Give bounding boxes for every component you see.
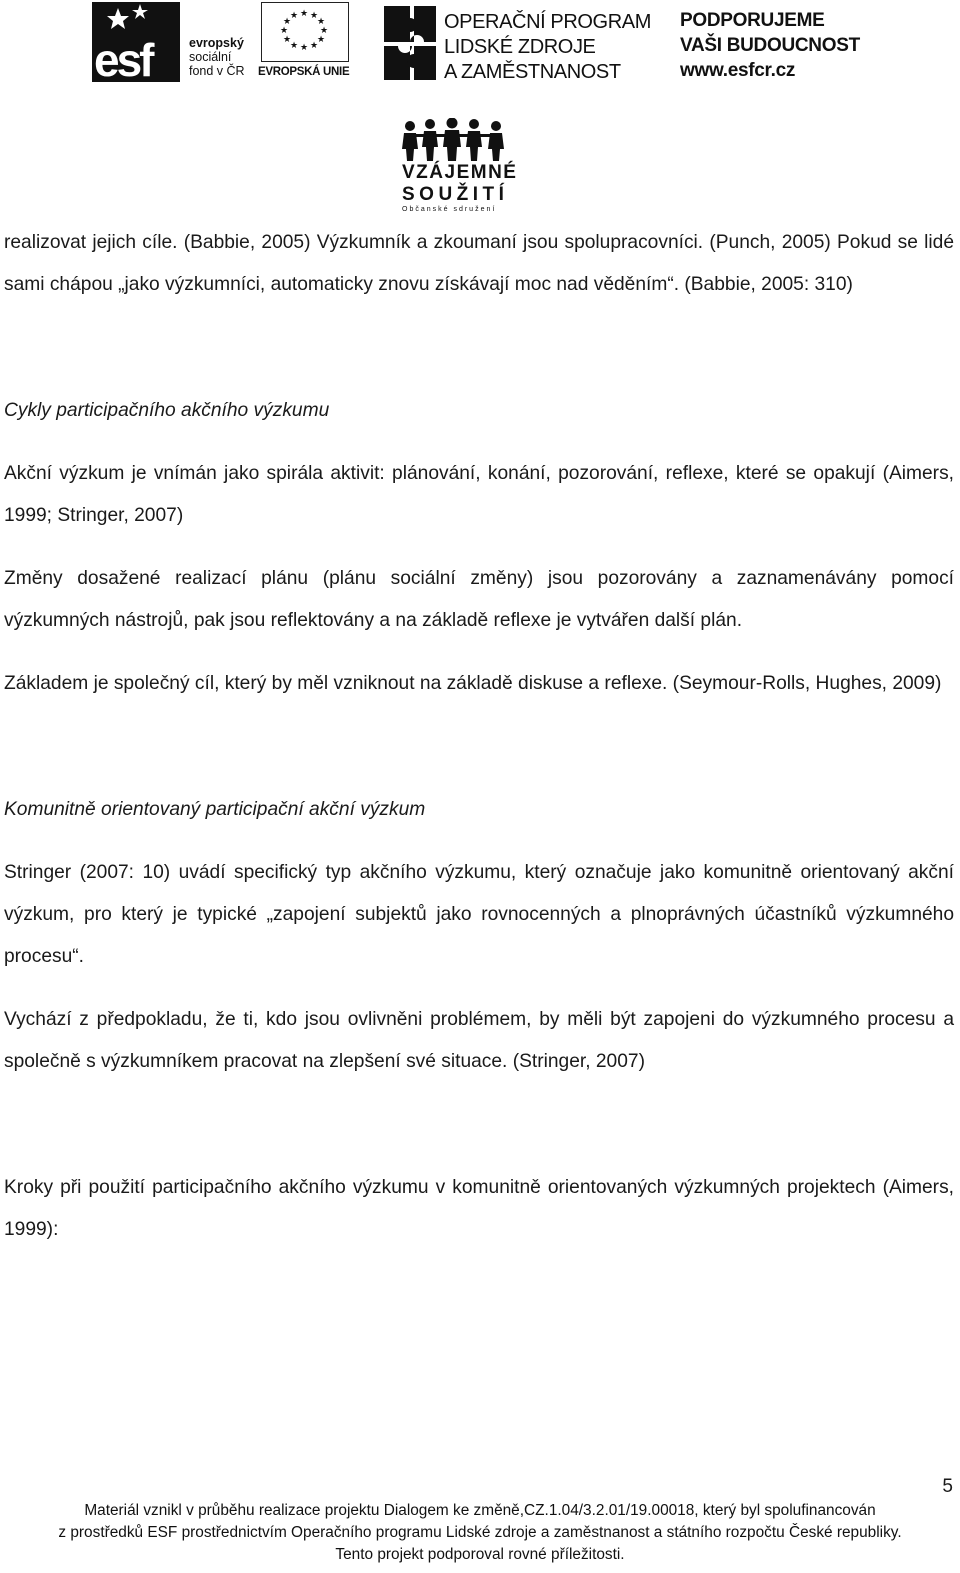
esf-line1: evropský bbox=[189, 36, 244, 50]
spacer bbox=[4, 1083, 954, 1167]
puzzle-icon bbox=[380, 2, 440, 82]
svg-text:★: ★ bbox=[282, 35, 292, 45]
svg-text:★: ★ bbox=[299, 43, 309, 53]
heading-community: Komunitně orientovaný participační akční výzkum bbox=[4, 799, 426, 820]
heading-cycles: Cykly participačního akčního výzkumu bbox=[4, 400, 330, 421]
op-line2: LIDSKÉ ZDROJE bbox=[444, 36, 596, 58]
op-line3: A ZAMĚSTNANOST bbox=[444, 61, 621, 83]
footer bbox=[0, 1500, 960, 1566]
spacer bbox=[4, 705, 954, 789]
eu-logo bbox=[258, 2, 353, 82]
paragraph-5: Stringer (2007: 10) uvádí specifický typ akčního výzkumu, který označuje jako komunitně orientovaný akční výzkum, pro který je typické „zapojení subjektů jako rovnocenných a plnoprávných účastníků výzkumného procesu“. bbox=[4, 862, 954, 967]
op-logo bbox=[380, 2, 670, 82]
footer-line1: Materiál vznikl v průběhu realizace projektu Dialogem ke změně,CZ.1.04/3.2.01/19.00018, který byl spolufinancován bbox=[84, 1502, 876, 1519]
org-name-line1: VZÁJEMNÉ bbox=[402, 162, 518, 183]
esf-logo bbox=[92, 2, 252, 82]
spacer bbox=[4, 978, 954, 999]
svg-text:★: ★ bbox=[319, 26, 329, 36]
spacer bbox=[4, 306, 954, 390]
eu-flag bbox=[261, 2, 349, 62]
esf-line3: fond v ČR bbox=[189, 64, 245, 78]
svg-text:★: ★ bbox=[309, 11, 319, 21]
people-icon bbox=[400, 118, 508, 162]
org-type: Občanské sdružení bbox=[402, 206, 497, 213]
page-number: 5 bbox=[942, 1476, 953, 1497]
op-logo-text bbox=[444, 10, 651, 85]
footer-line2: z prostředků ESF prostřednictvím Operačního programu Lidské zdroje a zaměstnanost a státního rozpočtu České republiky. bbox=[58, 1524, 902, 1541]
paragraph-1: realizovat jejich cíle. (Babbie, 2005) Výzkumník a zkoumaní jsou spolupracovníci. (Punch, 2005) Pokud se lidé sami chápou „jako výzkumníci, automaticky znovu získávají moc nad věděním“. (Babbie, 2005: 310) bbox=[4, 232, 954, 295]
page-body bbox=[4, 222, 954, 1251]
svg-text:★: ★ bbox=[316, 35, 326, 45]
support-url: www.esfcr.cz bbox=[680, 60, 796, 81]
spacer bbox=[4, 642, 954, 663]
svg-text:★: ★ bbox=[282, 17, 292, 27]
spacer bbox=[4, 831, 954, 852]
spacer bbox=[4, 432, 954, 453]
header-logo-bar bbox=[0, 0, 960, 90]
svg-text:★: ★ bbox=[289, 11, 299, 21]
svg-text:★: ★ bbox=[299, 9, 309, 19]
org-name-line2: SOUŽITÍ bbox=[402, 184, 509, 205]
eu-stars-icon bbox=[262, 3, 347, 60]
eu-caption: EVROPSKÁ UNIE bbox=[258, 66, 350, 78]
svg-text:★: ★ bbox=[316, 17, 326, 27]
svg-text:★: ★ bbox=[279, 26, 289, 36]
svg-text:★: ★ bbox=[289, 41, 299, 51]
org-logo bbox=[398, 118, 518, 214]
paragraph-3: Změny dosažené realizací plánu (plánu sociální změny) jsou pozorovány a zaznamenávány pomocí výzkumných nástrojů, pak jsou reflektovány a na základě reflexe je vytvářen další plán. bbox=[4, 568, 954, 631]
paragraph-2: Akční výzkum je vnímán jako spirála aktivit: plánování, konání, pozorování, reflexe, které se opakují (Aimers, 1999; Stringer, 2007) bbox=[4, 463, 954, 526]
support-slogan bbox=[680, 8, 870, 83]
esf-logo-mark bbox=[92, 2, 180, 82]
footer-line3: Tento projekt podporoval rovné příležitosti. bbox=[335, 1546, 625, 1563]
support-line1: PODPORUJEME bbox=[680, 10, 825, 31]
op-line1: OPERAČNÍ PROGRAM bbox=[444, 11, 651, 33]
svg-text:esf: esf bbox=[94, 34, 152, 82]
paragraph-4: Základem je společný cíl, který by měl vzniknout na základě diskuse a reflexe. (Seymour-Rolls, Hughes, 2009) bbox=[4, 673, 942, 694]
esf-logo-text bbox=[189, 36, 245, 78]
spacer bbox=[4, 537, 954, 558]
support-line2: VAŠI BUDOUCNOST bbox=[680, 35, 860, 56]
esf-line2: sociální bbox=[189, 50, 232, 64]
paragraph-6: Vychází z předpokladu, že ti, kdo jsou ovlivněni problémem, by měli být zapojeni do výzkumného procesu a společně s výzkumníkem pracovat na zlepšení své situace. (Stringer, 2007) bbox=[4, 1009, 954, 1072]
svg-text:★: ★ bbox=[309, 41, 319, 51]
paragraph-7: Kroky při použití participačního akčního výzkumu v komunitně orientovaných výzkumných projektech (Aimers, 1999): bbox=[4, 1177, 954, 1240]
